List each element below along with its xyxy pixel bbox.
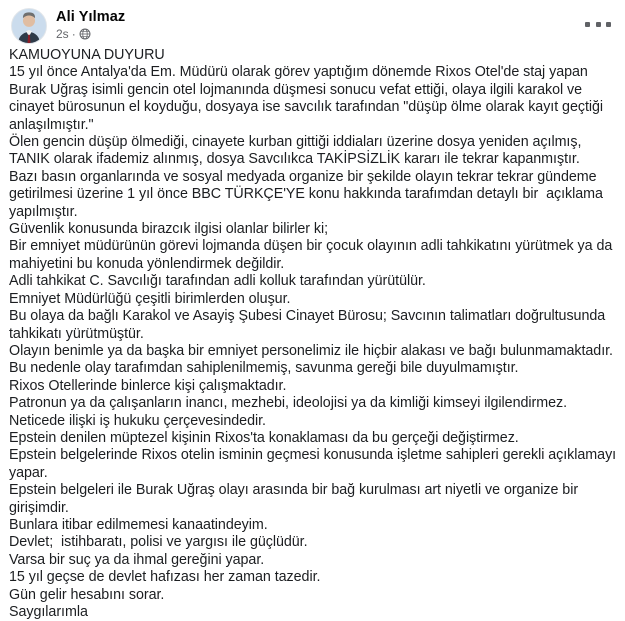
post-text-line: Epstein belgelerinde Rixos otelin isminin geçmesi konusunda işletme sahipleri gerekli açıklamayı yapar. <box>9 447 621 481</box>
post-text-line: Epstein belgeleri ile Burak Uğraş olayı arasında bir bağ kurulması art niyetli ve organize bir girişimdir. <box>9 482 582 516</box>
globe-public-icon[interactable] <box>79 28 91 40</box>
post-text-line: Ölen gencin düşüp ölmediği, cinayete kurban gittiği iddiaları üzerine dosya yeniden açılmış, TANIK olarak ifademiz alınmış, dosya Savcılıkca TAKİPSİZLİK kararı ile tekrar kapanmıştır. <box>9 134 586 168</box>
post-text-line: Bunlara itibar edilmemesi kanaatindeyim. <box>9 516 268 533</box>
post-text-line: KAMUOYUNA DUYURU <box>9 47 165 63</box>
menu-dot-2 <box>596 22 601 27</box>
post-text-line: 15 yıl önce Antalya'da Em. Müdürü olarak görev yaptığım dönemde Rixos Otel'de staj yapan Burak Uğraş isimli gencin otel lojmanında düşmesi sonucu vefat ettiği, olaya ilgili karakol ve cinayet bürosunun el koyduğu, dosyaya ise savcılık tarafından "düşüp ölme olarak kayıt geçtiği anlaşılmıştır." <box>9 64 607 133</box>
post-text-line: Epstein denilen müptezel kişinin Rixos'ta konaklaması da bu gerçeği değiştirmez. <box>9 429 519 446</box>
ellipsis-horizontal-icon[interactable] <box>585 18 611 30</box>
post-timestamp[interactable]: 2s <box>56 27 69 41</box>
post-body <box>0 44 625 621</box>
post-text-line: Bazı basın organlarında ve sosyal medyada organize bir şekilde olayın tekrar tekrar gündeme getirilmesi üzerine 1 yıl önce BBC TÜRKÇE'YE konu hakkında tarafımdan detaylı bir açıklama yapılmıştır. <box>9 168 607 220</box>
post-text-line: Güvenlik konusunda birazcık ilgisi olanlar bilirler ki; <box>9 221 329 238</box>
post-text-line: Rixos Otellerinde binlerce kişi çalışmaktadır. <box>9 377 287 394</box>
author-name[interactable]: Ali Yılmaz <box>56 9 126 25</box>
post-text-line: Gün gelir hesabını sorar. <box>9 586 165 603</box>
menu-dot-3 <box>606 22 611 27</box>
post-author-block <box>56 8 125 41</box>
post-text-line: Devlet; istihbaratı, polisi ve yargısı ile güçlüdür. <box>9 534 308 551</box>
menu-dot-1 <box>585 22 590 27</box>
post-text-line: 15 yıl geçse de devlet hafızası her zaman tazedir. <box>9 569 321 586</box>
post-meta <box>56 27 125 41</box>
post-text-line: Adli tahkikat C. Savcılığı tarafından adli kolluk tarafından yürütülür. <box>9 273 426 290</box>
post-text-line: Varsa bir suç ya da ihmal gereğini yapar. <box>9 551 265 568</box>
post-text-line: Saygılarımla <box>9 604 88 620</box>
avatar[interactable] <box>11 8 47 44</box>
post-text-line: Bu nedenle olay tarafımdan sahiplenilmemiş, savunma gereği bile duyulmamıştır. <box>9 360 519 377</box>
post-text-line: Olayın benimle ya da başka bir emniyet personelimiz ile hiçbir alakası ve bağı bulunmamaktadır. <box>9 342 613 359</box>
meta-separator: · <box>71 27 76 41</box>
post-text-line: Patronun ya da çalışanların inancı, mezhebi, ideolojisi ya da kimliği kimseyi ilgilendirmez. <box>9 395 568 412</box>
post-text-line: Neticede ilişki iş hukuku çerçevesindedir. <box>9 412 266 429</box>
post-text-line: Bu olaya da bağlı Karakol ve Asayiş Şubesi Cinayet Bürosu; Savcının talimatları doğrultusunda tahkikatı yürütmüştür. <box>9 308 610 342</box>
post-text-line: Emniyet Müdürlüğü çeşitli birimlerden oluşur. <box>9 290 291 307</box>
post-text-line: Bir emniyet müdürünün görevi lojmanda düşen bir çocuk olayının adli tahkikatını yürütmek ya da mahiyetini bu konuda yönlendirmek değildir. <box>9 238 617 272</box>
post-header <box>0 0 625 44</box>
